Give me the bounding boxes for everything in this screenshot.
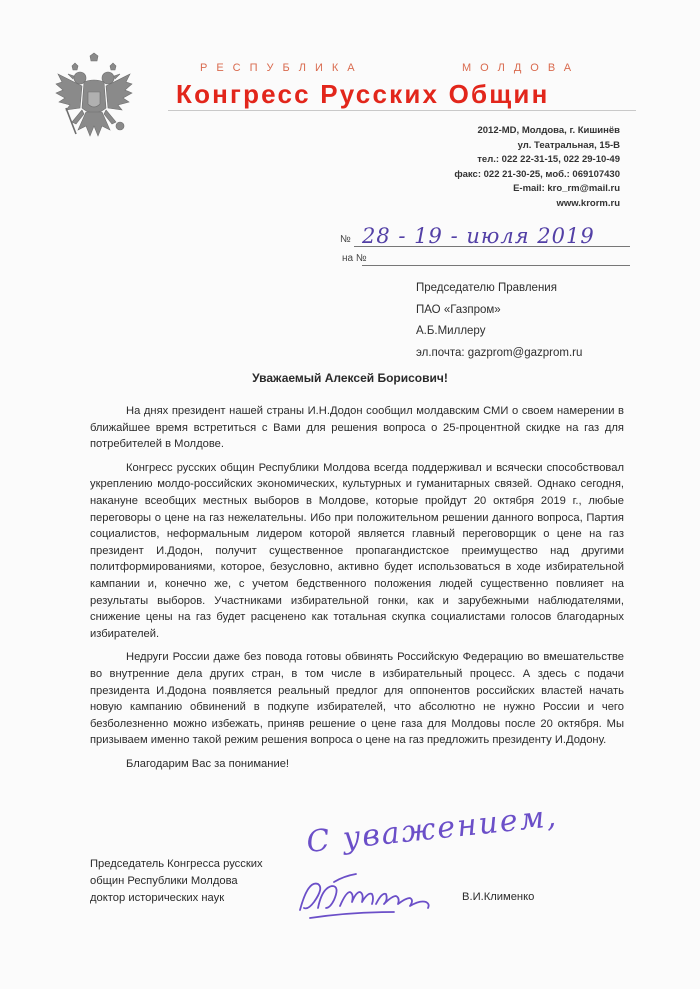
closing-thanks: Благодарим Вас за понимание!	[126, 757, 290, 770]
salutation: Уважаемый Алексей Борисович!	[252, 371, 448, 385]
country-word-moldova: МОЛДОВА	[462, 62, 581, 74]
letter-body	[90, 403, 624, 779]
outgoing-number-line	[340, 226, 630, 250]
signatory-title-line: доктор исторических наук	[90, 892, 225, 904]
recipient-email: эл.почта: gazprom@gazprom.ru	[416, 346, 583, 359]
address-line: 2012-MD, Молдова, г. Кишинёв	[477, 125, 620, 136]
recipient-position: Председателю Правления	[416, 282, 557, 294]
fax-line: факс: 022 21-30-25, моб.: 069107430	[454, 168, 620, 180]
body-paragraph: Конгресс русских общин Республики Молдова всегда поддерживал и всячески способствовал укреплению молдо-российских экономических, культурных и гуманитарных связей. Однако сегодня, накануне всеобщих местных выборов в Молдове, которые пройдут 20 октября 2019 г., любые переговоры о цене на газ нежелательны. Ибо при положительном решении данного вопроса, Партия социалистов, неформальным лидером которой является главный переговорщик о цене на газ президент И.Додон, получит существенное пропагандистское преимущество над другими политформированиями, которое, безусловно, активно будет использоваться в ходе избирательной кампании и, конечно же, с учетом бедственного положения людей существенно повлияет на результаты выборов. Участниками избирательной гонки, как и зарубежными наблюдателями, снижение цены на газ будет расценено как тотальная скупка социалистами голосов благодарных избирателей.	[90, 461, 624, 640]
recipient-name: А.Б.Миллеру	[416, 325, 486, 337]
signatory-name: В.И.Клименко	[462, 891, 535, 903]
contact-address-block	[390, 124, 620, 211]
handwritten-number-date: 28 - 19 - июля 2019	[362, 224, 595, 248]
organization-title: Конгресс Русских Общин	[176, 79, 550, 109]
number-label: №	[340, 234, 351, 245]
recipient-block	[416, 278, 656, 364]
email-line: E-mail: kro_rm@mail.ru	[513, 183, 620, 194]
body-paragraph: Недруги России даже без повода готовы обвинять Российскую Федерацию во вмешательстве во внутренние дела других стран, в том числе в избирательный процесс. А здесь с подачи президента И.Додона появляется реальный предлог для оппонентов российских властей начать новую кампанию обвинений в подкупе избирателей, что абсолютно не нужно России и чего безболезненно можно избежать, приняв решение о цене газа для Молдовы после 20 октября. Мы призываем именно такой режим решения вопроса о цене на газ предложить президенту И.Додону.	[90, 651, 624, 747]
reference-label: на №	[342, 253, 367, 264]
signatory-title-line: Председатель Конгресса русских	[90, 858, 263, 870]
signatory-title	[90, 856, 310, 907]
address-line: ул. Театральная, 15-В	[517, 139, 620, 151]
handwritten-regards: С уважением,	[304, 798, 560, 861]
handwritten-signature	[290, 862, 480, 924]
phone-line: тел.: 022 22-31-15, 022 29-10-49	[477, 154, 620, 165]
header-divider	[168, 110, 636, 111]
reference-number-line	[342, 252, 630, 268]
recipient-company: ПАО «Газпром»	[416, 303, 501, 316]
signatory-title-line: общин Республики Молдова	[90, 875, 238, 887]
body-paragraph: На днях президент нашей страны И.Н.Додон сообщил молдавским СМИ о своем намерении в ближайшее время встретиться с Вами для решения вопроса о 25-процентной скидке на газ для потребителей в Молдове.	[90, 405, 624, 451]
website-line: www.krorm.ru	[556, 197, 620, 209]
double-headed-eagle-icon	[52, 52, 136, 148]
country-word-respublika: РЕСПУБЛИКА	[200, 62, 364, 74]
reference-underline	[362, 265, 630, 266]
country-name	[200, 62, 630, 74]
